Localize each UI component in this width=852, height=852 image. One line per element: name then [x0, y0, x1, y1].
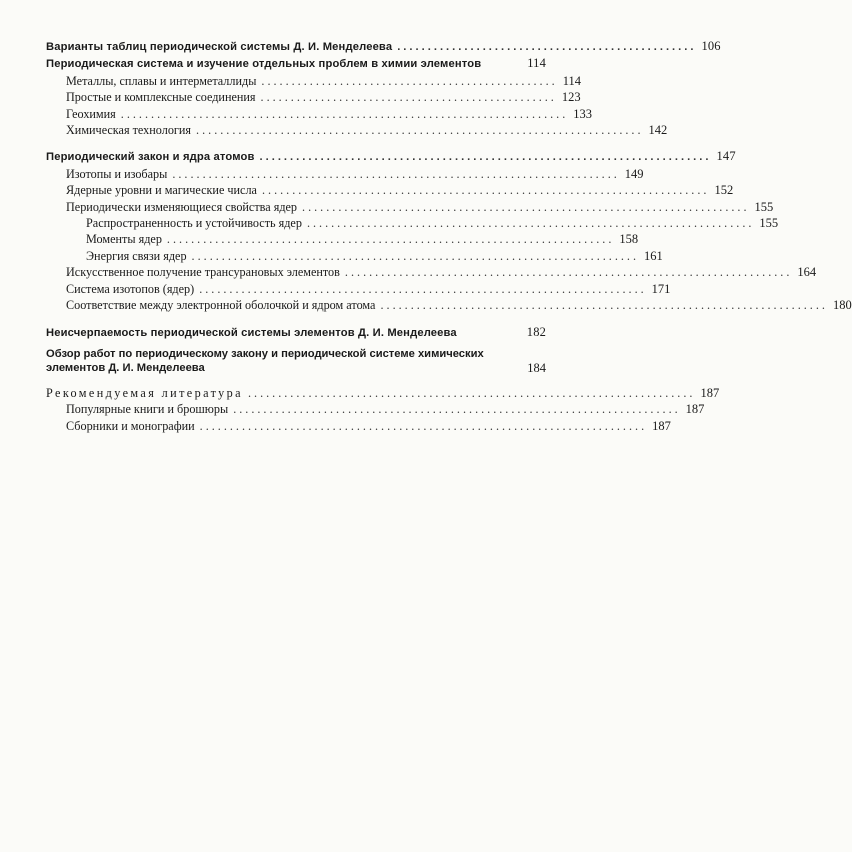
toc-entry-title: Геохимия	[66, 106, 116, 121]
toc-entry-page: 155	[759, 216, 779, 231]
toc-entry-title: Распространенность и устойчивость ядер	[86, 216, 302, 231]
toc-entry-title: Энергия связи ядер	[86, 248, 187, 263]
toc-entry-page: 161	[644, 248, 663, 263]
dot-leader: ..........................................................................	[259, 151, 712, 164]
toc-entry-title: Рекомендуемая литература	[46, 385, 243, 400]
toc-entry-problems[interactable]	[46, 55, 546, 72]
toc-entry-compounds[interactable]	[46, 89, 581, 105]
toc-entry-isotopes[interactable]	[46, 166, 644, 182]
dot-leader: ..........................................................................	[247, 385, 696, 400]
toc-entry-monographs[interactable]	[46, 418, 671, 434]
dot-leader: .................................................	[397, 41, 697, 53]
dot-leader: ..........................................................................	[380, 298, 828, 313]
toc-entry-page: 114	[527, 56, 546, 71]
dot-leader: ..........................................................................	[306, 216, 755, 231]
dot-leader: ..........................................................................	[233, 402, 681, 417]
dot-leader: ..........................................................................	[302, 199, 750, 214]
table-of-contents	[46, 38, 852, 434]
toc-entry-page: 133	[573, 106, 592, 121]
toc-entry-title: Популярные книги и брошюры	[66, 402, 229, 417]
toc-entry-nuclear-levels[interactable]	[46, 182, 734, 198]
toc-entry-title: Сборники и монографии	[66, 418, 195, 433]
toc-entry-title: Неисчерпаемость периодической системы элементов Д. И. Менделеева	[46, 326, 457, 339]
toc-entry-title: Искусственное получение трансурановых элементов	[66, 265, 340, 280]
toc-entry-title: Моменты ядер	[86, 232, 162, 247]
toc-entry-title: Варианты таблиц периодической системы Д. И. Менделеева	[46, 41, 393, 53]
dot-leader: ..........................................................................	[199, 418, 648, 433]
toc-entry-page: 184	[527, 360, 546, 375]
toc-entry-moments[interactable]	[46, 231, 639, 247]
dot-leader: ..........................................................................	[120, 106, 569, 121]
toc-entry-page: 142	[648, 123, 668, 138]
toc-entry-geochemistry[interactable]	[46, 106, 592, 122]
toc-entry-popular-books[interactable]	[46, 401, 705, 417]
toc-entry-abundance[interactable]	[46, 215, 779, 231]
toc-entry-title: Соответствие между электронной оболочкой и ядром атома	[66, 298, 376, 313]
dot-leader: .................................................	[260, 90, 557, 105]
toc-entry-isotope-system[interactable]	[46, 281, 671, 297]
toc-entry-inexhaustibility[interactable]	[46, 324, 546, 341]
dot-leader: ..........................................................................	[261, 183, 710, 198]
dot-leader: ..........................................................................	[191, 248, 640, 263]
toc-entry-title: Обзор работ по периодическому закону и периодической системе химических элементов Д. И. Менделеева	[46, 347, 484, 374]
dot-leader: ..........................................................................	[166, 232, 615, 247]
toc-entry-metals[interactable]	[46, 73, 581, 89]
toc-entry-title: Химическая технология	[66, 123, 192, 138]
dot-leader: ..........................................................................	[344, 265, 793, 280]
toc-entry-nuclei[interactable]	[46, 148, 736, 165]
toc-entry-page: 155	[754, 199, 774, 214]
toc-entry-title: Периодическая система и изучение отдельных проблем в химии элементов	[46, 58, 482, 71]
toc-entry-title: Изотопы и изобары	[66, 166, 168, 181]
toc-entry-binding-energy[interactable]	[46, 248, 663, 264]
toc-entry-transuranium[interactable]	[46, 264, 817, 280]
toc-entry-page: 180	[832, 298, 852, 313]
dot-leader: ..........................................................................	[172, 166, 620, 181]
toc-entry-page: 152	[714, 183, 734, 198]
toc-entry-page: 106	[701, 39, 721, 53]
toc-entry-page: 158	[619, 232, 639, 247]
toc-entry-page: 147	[716, 149, 736, 164]
toc-entry-title: Периодически изменяющиеся свойства ядер	[66, 199, 298, 214]
toc-entry-page: 164	[797, 265, 817, 280]
dot-leader: ..........................................................................	[196, 123, 644, 138]
toc-entry-title: Ядерные уровни и магические числа	[66, 183, 257, 198]
dot-leader: .................................................	[261, 73, 558, 88]
toc-entry-title: Металлы, сплавы и интерметаллиды	[66, 73, 257, 88]
toc-entry-page: 123	[561, 90, 581, 105]
toc-entry-chemtech[interactable]	[46, 122, 668, 138]
toc-entry-page: 187	[652, 418, 671, 433]
toc-entry-page: 187	[685, 402, 705, 417]
dot-leader: ..........................................................................	[199, 281, 647, 296]
toc-entry-page: 114	[562, 73, 581, 88]
toc-entry-literature[interactable]	[46, 385, 720, 401]
toc-entry-title: Периодический закон и ядра атомов	[46, 151, 255, 164]
toc-entry-shell-nucleus[interactable]	[46, 297, 852, 313]
toc-entry-periodic-properties[interactable]	[46, 199, 774, 215]
toc-entry-page: 149	[624, 166, 644, 181]
toc-entry-title: Простые и комплексные соединения	[66, 90, 256, 105]
toc-entry-title: Система изотопов (ядер)	[66, 281, 195, 296]
toc-entry-page: 171	[651, 281, 671, 296]
toc-entry-page: 182	[526, 324, 546, 339]
toc-entry-review[interactable]	[46, 347, 546, 375]
toc-entry-page: 187	[700, 385, 720, 400]
toc-entry-variants[interactable]	[46, 38, 721, 55]
